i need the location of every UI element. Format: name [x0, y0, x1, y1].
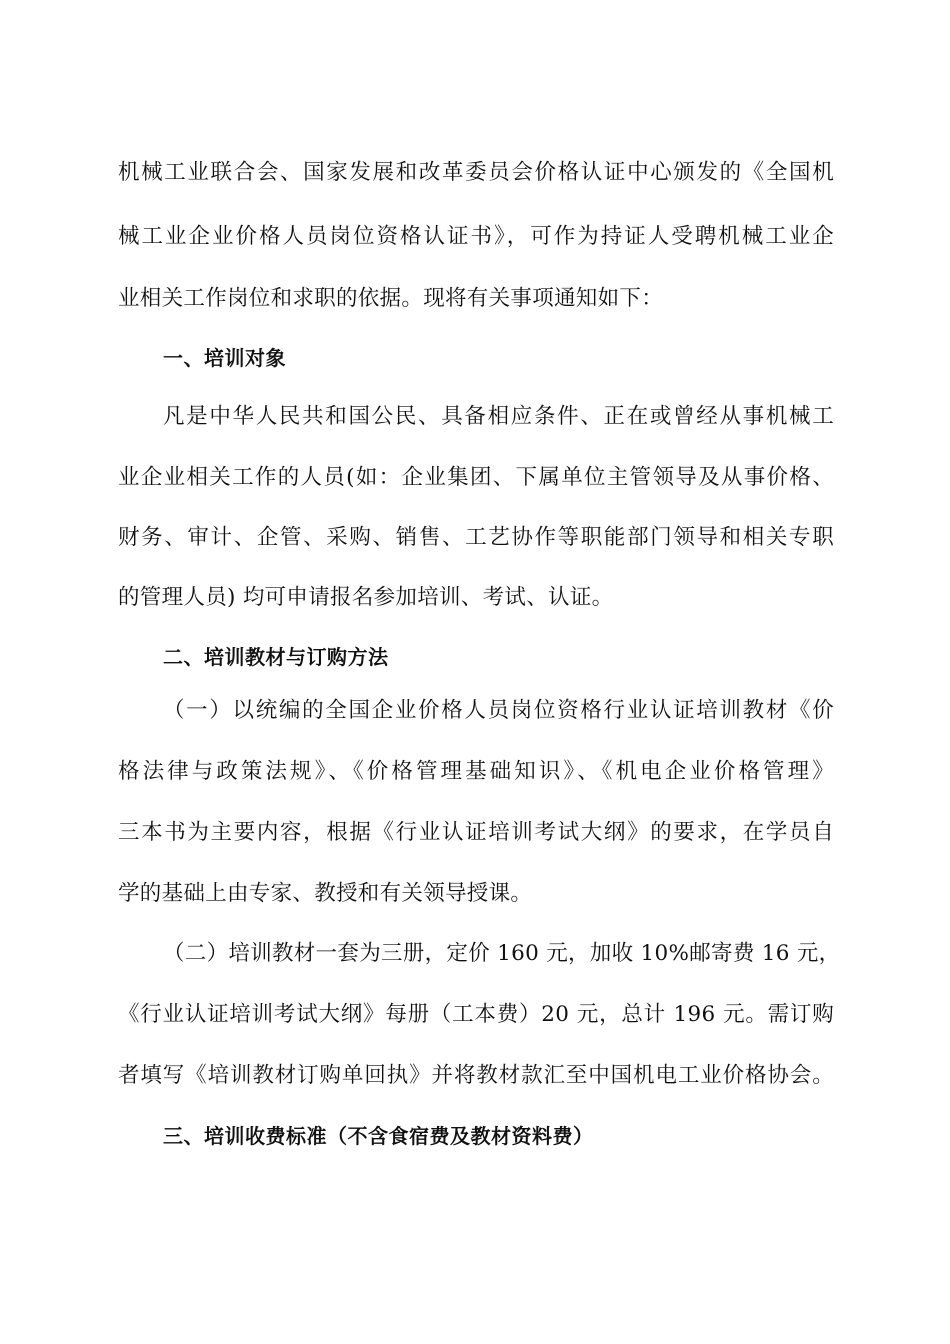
section-heading-fees: 三、培训收费标准（不含食宿费及教材资料费） [163, 1124, 594, 1148]
body-text-line: 者填写《培训教材订购单回执》并将教材款汇至中国机电工业价格协会。 [118, 1063, 834, 1088]
body-text-line: 凡是中华人民共和国公民、具备相应条件、正在或曾经从事机械工 [163, 404, 834, 429]
body-text-line: 财务、审计、企管、采购、销售、工艺协作等职能部门领导和相关专职 [118, 525, 834, 550]
body-text-line: 的管理人员) 均可申请报名参加培训、考试、认证。 [118, 585, 614, 610]
body-text-line: （二）培训教材一套为三册，定价 160 元，加收 10%邮寄费 16 元， [163, 941, 841, 966]
body-text-line: 三本书为主要内容，根据《行业认证培训考试大纲》的要求，在学员自 [118, 820, 834, 845]
body-text-line: 械工业企业价格人员岗位资格认证书》，可作为持证人受聘机械工业企 [118, 224, 834, 249]
body-text-line: （一）以统编的全国企业价格人员岗位资格行业认证培训教材《价 [163, 698, 834, 723]
section-heading-training-target: 一、培训对象 [163, 346, 286, 370]
section-heading-materials: 二、培训教材与订购方法 [163, 645, 389, 669]
body-text-line: 《行业认证培训考试大纲》每册（工本费）20 元，总计 196 元。需订购 [118, 1002, 834, 1027]
body-text-line: 业企业相关工作的人员(如：企业集团、下属单位主管领导及从事价格、 [118, 465, 834, 490]
body-text-line: 学的基础上由专家、教授和有关领导授课。 [118, 881, 533, 906]
body-text-line: 格法律与政策法规》、《价格管理基础知识》、《机电企业价格管理》 [118, 759, 834, 784]
body-text-line: 业相关工作岗位和求职的依据。现将有关事项通知如下： [118, 286, 664, 311]
body-text-line: 机械工业联合会、国家发展和改革委员会价格认证中心颁发的《全国机 [118, 160, 834, 185]
